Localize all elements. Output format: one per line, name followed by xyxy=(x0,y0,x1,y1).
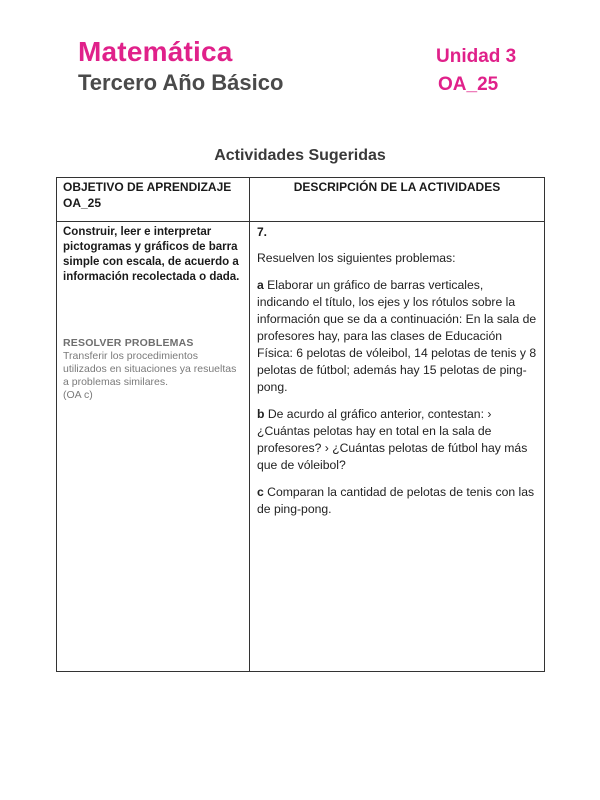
skill-title: RESOLVER PROBLEMAS xyxy=(63,337,194,349)
section-title: Actividades Sugeridas xyxy=(214,147,386,164)
activity-item-b xyxy=(257,406,537,474)
activity-item-text: Elaborar un gráfico de barras verticales, indicando el título, los ejes y los rótulos sobre la información que se da a continuación: En la sala de profesores hay, para las clases de Educación Física: 6 pelotas de vóleibol, 14 pelotas de tenis y 8 pelotas de fútbol; además hay 15 pelotas de ping-pong. xyxy=(257,278,537,394)
activity-number: 7. xyxy=(257,225,268,239)
activity-item-text: De acurdo al gráfico anterior, contestan: › ¿Cuántas pelotas hay en total en la sala de profesores? › ¿Cuántas pelotas de fútbol hay más que de vóleibol? xyxy=(257,407,528,472)
subject-title: Matemática xyxy=(78,36,233,67)
activity-item-a xyxy=(257,277,537,396)
table-row xyxy=(57,222,545,672)
activity-item-letter: a xyxy=(257,278,264,292)
skill-code: (OA c) xyxy=(63,389,93,401)
objective-column-header: OBJETIVO DE APRENDIZAJE OA_25 xyxy=(57,178,250,222)
unit-label: Unidad 3 xyxy=(436,46,517,67)
activities-table xyxy=(56,177,545,672)
description-column-header: DESCRIPCIÓN DE LA ACTIVIDADES xyxy=(250,178,545,222)
skill-block xyxy=(63,337,243,402)
activity-item-letter: b xyxy=(257,407,265,421)
table-header-row xyxy=(57,178,545,222)
header-left xyxy=(78,36,283,97)
description-cell xyxy=(250,222,545,672)
oa-code-label: OA_25 xyxy=(438,74,499,95)
activity-item-text: Comparan la cantidad de pelotas de tenis con las de ping-pong. xyxy=(257,485,535,516)
skill-description: Transferir los procedimientos utilizados en situaciones ya resueltas a problemas similares. xyxy=(63,350,237,388)
header-right xyxy=(436,44,516,98)
grade-title: Tercero Año Básico xyxy=(78,70,284,95)
activity-intro: Resuelven los siguientes problemas: xyxy=(257,251,456,265)
objective-cell xyxy=(57,222,250,672)
activity-item-letter: c xyxy=(257,485,264,499)
objective-text: Construir, leer e interpretar pictogramas y gráficos de barra simple con escala, de acuerdo a información recolectada o dada. xyxy=(63,226,240,283)
activity-item-c xyxy=(257,484,537,518)
